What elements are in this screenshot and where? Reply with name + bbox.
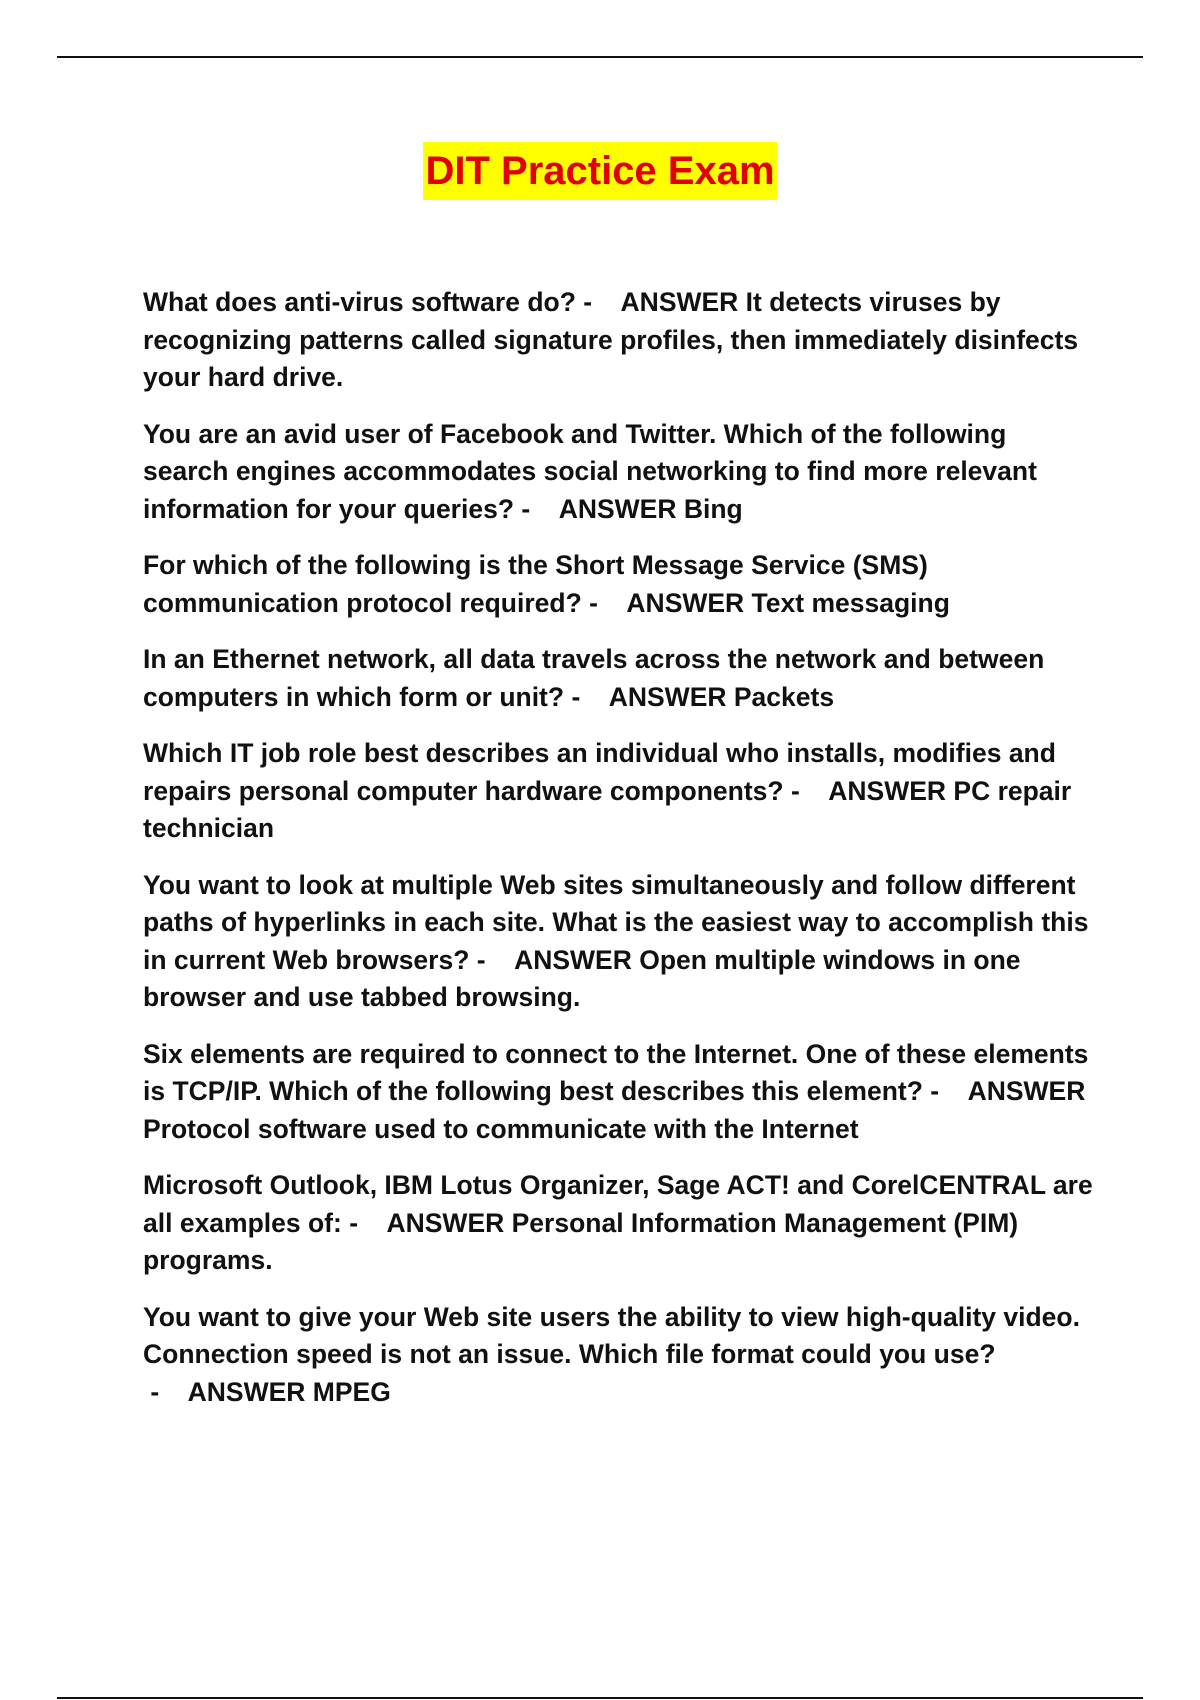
question-text: Microsoft Outlook, IBM Lotus Organizer, Sage ACT! and CorelCENTRAL are all examples of: [143,1170,1093,1238]
qa-item [143,867,1098,1017]
separator: - [564,681,609,712]
qa-item [143,547,1098,622]
separator: - [922,1076,968,1106]
document-title: DIT Practice Exam [423,142,776,200]
answer-text: ANSWER Personal Information Management (PIM) programs. [143,1207,1019,1275]
answer-text: ANSWER MPEG [187,1376,391,1407]
qa-item [143,416,1098,529]
answer-text: ANSWER It detects viruses by recognizing patterns called signature profiles, then immediately disinfects your hard drive. [143,287,1079,392]
separator: - [514,493,559,524]
separator: - [581,587,627,618]
title-container [0,142,1200,200]
qa-list [143,284,1098,1430]
question-text: You want to give your Web site users the ability to view high-quality video. Connection speed is not an issue. Which file format could you use? [143,1301,1080,1369]
question-text: Six elements are required to connect to the Internet. One of these elements is TCP/IP. Which of the following best describes this element? [143,1038,1089,1106]
separator: - [469,944,515,975]
separator: - [341,1207,387,1238]
qa-item [143,1036,1098,1149]
answer-text: ANSWER Open multiple windows in one browser and use tabbed browsing. [143,944,1021,1012]
question-text: In an Ethernet network, all data travels across the network and between computers in which form or unit? [143,644,1045,712]
separator: - [143,1376,188,1407]
answer-text: ANSWER Text messaging [626,587,950,618]
separator: - [783,775,829,806]
answer-text: ANSWER Protocol software used to communicate with the Internet [143,1076,1086,1144]
answer-text: ANSWER PC repair technician [143,775,1072,843]
question-text: What does anti-virus software do? [143,287,576,317]
separator: - [575,287,621,317]
question-text: You are an avid user of Facebook and Twitter. Which of the following search engines accommodates social networking to find more relevant information for your queries? [143,418,1037,524]
qa-item [143,641,1098,716]
qa-item [143,284,1098,397]
question-text: You want to look at multiple Web sites simultaneously and follow different paths of hyperlinks in each site. What is the easiest way to accomplish this in current Web browsers? [143,869,1089,975]
qa-item [143,735,1098,848]
qa-item [143,1167,1098,1280]
answer-text: ANSWER Bing [558,493,743,524]
qa-item [143,1299,1098,1412]
top-rule [57,56,1143,58]
bottom-rule [57,1697,1143,1699]
question-text: Which IT job role best describes an individual who installs, modifies and repairs personal computer hardware components? [143,738,1056,806]
answer-text: ANSWER Packets [608,681,835,712]
question-text: For which of the following is the Short Message Service (SMS) communication protocol required? [143,550,928,618]
